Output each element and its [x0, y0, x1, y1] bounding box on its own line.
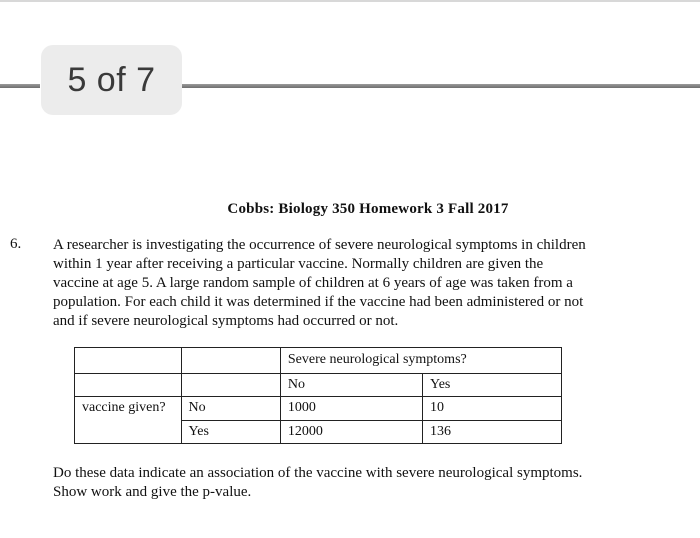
row-header-no: No: [181, 397, 280, 420]
table-cell: 136: [422, 420, 561, 444]
column-header-yes: Yes: [422, 373, 561, 396]
column-header-no: No: [280, 373, 422, 396]
closing-question: [53, 464, 653, 502]
table-row: [75, 373, 562, 396]
table-row: [75, 348, 562, 374]
question-line: and if severe neurological symptoms had occurred or not.: [53, 313, 399, 329]
document-title: Cobbs: Biology 350 Homework 3 Fall 2017: [227, 201, 509, 217]
question-line: within 1 year after receiving a particular vaccine. Normally children are given the: [53, 256, 544, 272]
table-row: [75, 397, 562, 420]
table-cell-empty: [181, 373, 280, 396]
table-cell: 12000: [280, 420, 422, 444]
closing-line: Do these data indicate an association of the vaccine with severe neurological symptoms.: [53, 465, 583, 481]
question-line: A researcher is investigating the occurrence of severe neurological symptoms in children: [53, 237, 586, 253]
question-text: [53, 236, 633, 331]
question-line: population. For each child it was determined if the vaccine had been administered or not: [53, 294, 584, 310]
table-cell-empty: [75, 348, 182, 374]
table-cell-empty: [75, 373, 182, 396]
table-cell-empty: [181, 348, 280, 374]
question-number: 6.: [10, 236, 22, 252]
closing-line: Show work and give the p-value.: [53, 484, 252, 500]
page-top-edge: [0, 0, 700, 2]
page-indicator: 5 of 7: [41, 45, 182, 115]
page-divider-right: [182, 84, 700, 88]
page-divider-left: [0, 84, 40, 88]
question-line: vaccine at age 5. A large random sample of children at 6 years of age was taken from a: [53, 275, 573, 291]
row-header-yes: Yes: [181, 420, 280, 444]
column-group-header: Severe neurological symptoms?: [280, 348, 561, 374]
row-group-header: vaccine given?: [75, 397, 182, 444]
table-cell: 10: [422, 397, 561, 420]
table-cell: 1000: [280, 397, 422, 420]
contingency-table: [74, 347, 562, 444]
